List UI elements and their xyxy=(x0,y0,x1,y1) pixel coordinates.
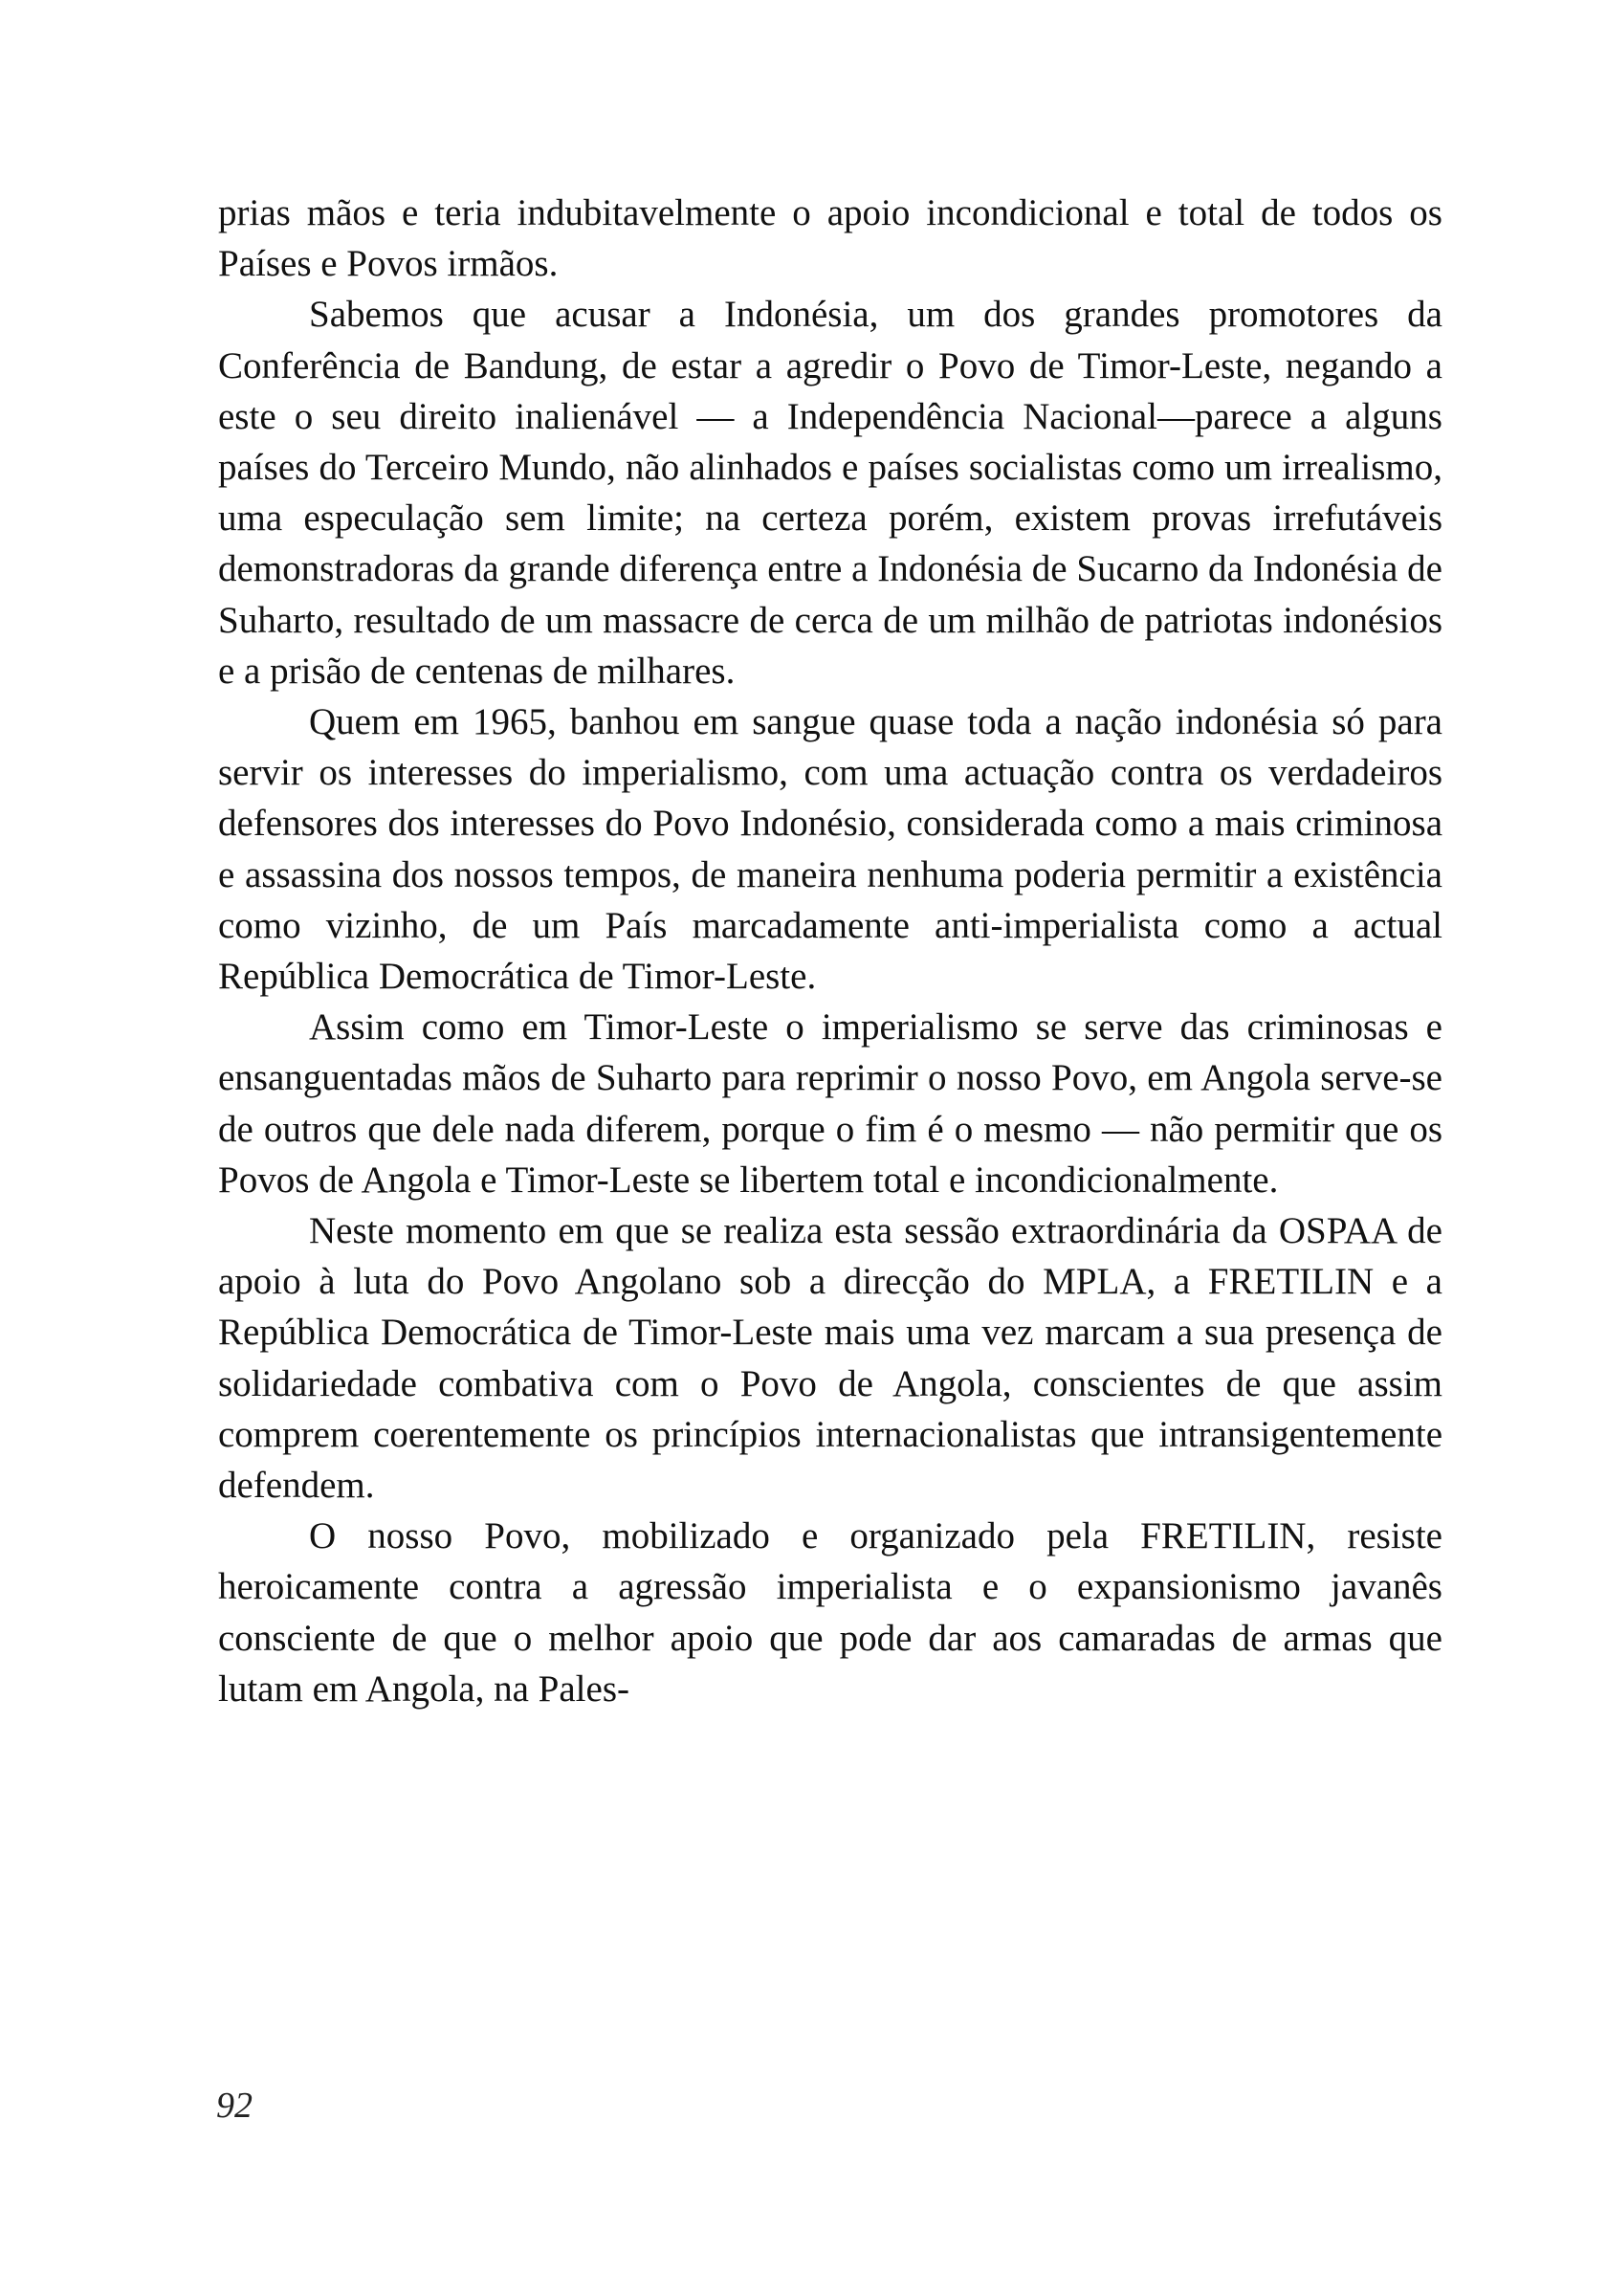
paragraph-2: Sabemos que acusar a Indonésia, um dos grandes promotores da Conferência de Bandung, de estar a agredir o Povo de Timor-Leste, negando a este o seu direito inalienável — a Independência Nacional—parece a alguns países do Terceiro Mundo, não alinhados e países socialistas como um irrealismo, uma especulação sem limite; na certeza porém, existem provas irrefutáveis demonstradoras da grande diferença entre a Indonésia de Sucarno da Indonésia de Suharto, resultado de um massacre de cerca de um milhão de patriotas indonésios e a prisão de centenas de milhares. xyxy=(218,294,1442,692)
body-text xyxy=(218,188,1442,1714)
paragraph-5: Neste momento em que se realiza esta sessão extraordinária da OSPAA de apoio à luta do Povo Angolano sob a direcção do MPLA, a FRETILIN e a República Democrática de Timor-Leste mais uma vez marcam a sua presença de solidariedade combativa com o Povo de Angola, conscientes de que assim comprem coerentemente os princípios internacionalistas que intransigentemente defendem. xyxy=(218,1210,1442,1507)
paragraph-6: O nosso Povo, mobilizado e organizado pela FRETILIN, resiste heroicamente contra a agressão imperialista e o expansionismo javanês consciente de que o melhor apoio que pode dar aos camaradas de armas que lutam em Angola, na Pales- xyxy=(218,1515,1442,1710)
page-number: 92 xyxy=(216,2086,253,2126)
paragraph-3: Quem em 1965, banhou em sangue quase toda a nação indonésia só para servir os interesses do imperialismo, com uma actuação contra os verdadeiros defensores dos interesses do Povo Indonésio, considerada como a mais criminosa e assassina dos nossos tempos, de maneira nenhuma poderia permitir a existência como vizinho, de um País marcadamente anti-imperialista como a actual República Democrática de Timor-Leste. xyxy=(218,701,1442,998)
paragraph-1: prias mãos e teria indubitavelmente o apoio incondicional e total de todos os Países e Povos irmãos. xyxy=(218,192,1442,285)
paragraph-4: Assim como em Timor-Leste o imperialismo se serve das criminosas e ensanguentadas mãos de Suharto para reprimir o nosso Povo, em Angola serve-se de outros que dele nada diferem, porque o fim é o mesmo — não permitir que os Povos de Angola e Timor-Leste se libertem total e incondicionalmente. xyxy=(218,1006,1442,1201)
